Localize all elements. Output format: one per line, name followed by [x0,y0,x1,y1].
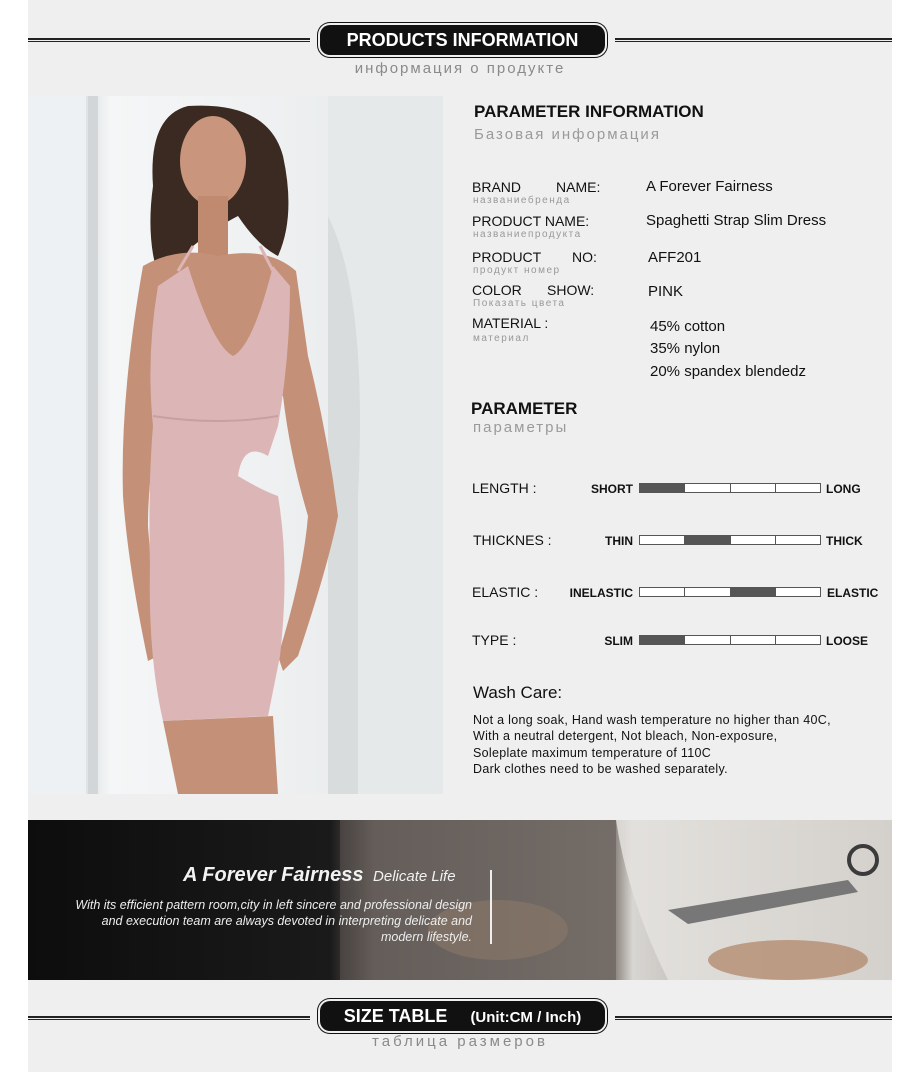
elastic-label: ELASTIC : [472,584,539,600]
length-high-label: LONG [826,482,861,496]
brand-craft-banner [28,820,892,980]
craft-description-line: With its efficient pattern room,city in left sincere and professional design [75,898,472,912]
scale-segment [685,588,730,596]
scale-segment [776,636,820,644]
banner-rule-left [28,38,310,42]
type-label: TYPE : [472,632,517,648]
wash-care-line: Not a long soak, Hand wash temperature no higher than 40C, [473,713,831,727]
size-table-banner [28,1000,892,1060]
wash-care-title: Wash Care: [473,683,563,702]
scale-segment [731,536,776,544]
banner-rule-right [615,38,892,42]
wash-care-line: With a neutral detergent, Not bleach, Non-exposure, [473,729,778,743]
color-value: PINK [648,283,684,300]
thickness-label: THICKNES : [473,532,552,548]
model-illustration [28,96,443,794]
craft-brand: A Forever Fairness [183,864,364,886]
wash-care-line: Soleplate maximum temperature of 110C [473,746,712,760]
thickness-high-label: THICK [826,534,863,548]
brand-label-2: NAME: [556,179,601,195]
parameter-info-subtitle: Базовая информация [474,126,661,143]
length-label: LENGTH : [472,480,537,496]
craft-divider [490,870,492,944]
banner-rule-right [615,1016,892,1020]
product-no-sublabel: продукт номер [473,265,561,276]
elastic-high-label: ELASTIC [827,586,879,600]
scale-segment [776,588,820,596]
type-scale-row [472,632,892,652]
size-table-title-pill [320,1001,605,1031]
length-scale-row [472,480,892,500]
scale-segment [731,588,776,596]
parameter-subtitle: параметры [473,419,569,436]
craft-slogan [183,864,456,887]
material-line: 45% cotton [650,318,726,335]
size-table-title: SIZE TABLE [343,1006,448,1026]
craft-description [32,897,472,945]
elastic-scale-row [472,584,892,604]
scale-segment [685,636,730,644]
craft-description-line: and execution team are always devoted in interpreting delicate and [101,914,472,928]
product-no-value: AFF201 [648,249,702,266]
parameter-info-title: PARAMETER INFORMATION [474,102,704,121]
scale-segment [731,636,776,644]
products-information-banner [28,22,892,82]
size-table-subtitle: таблица размеров [372,1033,548,1050]
craft-description-line: modern lifestyle. [380,930,472,944]
elastic-low-label: INELASTIC [569,586,633,600]
material-label: MATERIAL : [472,315,549,331]
type-low-label: SLIM [604,634,633,648]
length-low-label: SHORT [591,482,633,496]
scale-segment [776,484,820,492]
product-no-label: PRODUCT [472,249,542,265]
scale-segment [685,484,730,492]
thickness-low-label: THIN [605,534,633,548]
type-high-label: LOOSE [826,634,869,648]
scale-segment [640,588,685,596]
scale-segment [731,484,776,492]
scale-segment [640,484,685,492]
thickness-scale-row [472,532,892,552]
craft-tagline: Delicate Life [373,868,456,885]
product-name-value: Spaghetti Strap Slim Dress [646,212,827,229]
product-name-sublabel: названиепродукта [473,229,582,240]
parameter-title: PARAMETER [471,399,578,418]
product-no-label-2: NO: [572,249,597,265]
material-line: 35% nylon [650,340,721,357]
elastic-scale-bar [639,587,821,597]
color-show-label-2: SHOW: [547,282,595,298]
brand-value: A Forever Fairness [646,178,773,195]
material-sublabel: материал [473,333,530,344]
scale-segment [776,536,820,544]
wash-care-line: Dark clothes need to be washed separately. [473,762,728,776]
banner-title: PRODUCTS INFORMATION [320,25,605,55]
scale-segment [640,636,685,644]
model-photo [28,96,443,794]
product-detail-page [28,0,892,1072]
type-scale-bar [639,635,821,645]
length-scale-bar [639,483,821,493]
banner-rule-left [28,1016,310,1020]
color-show-label: COLOR [472,282,522,298]
color-show-sublabel: Показать цвета [473,298,566,309]
brand-label: BRAND [472,179,522,195]
scale-segment [640,536,685,544]
brand-sublabel: названиебренда [473,195,571,206]
size-table-unit: (Unit:CM / Inch) [470,1009,582,1026]
thickness-scale-bar [639,535,821,545]
product-name-label: PRODUCT NAME: [472,213,590,229]
material-line: 20% spandex blendedz [650,363,806,380]
scale-segment [685,536,730,544]
banner-subtitle: информация о продукте [354,60,566,77]
